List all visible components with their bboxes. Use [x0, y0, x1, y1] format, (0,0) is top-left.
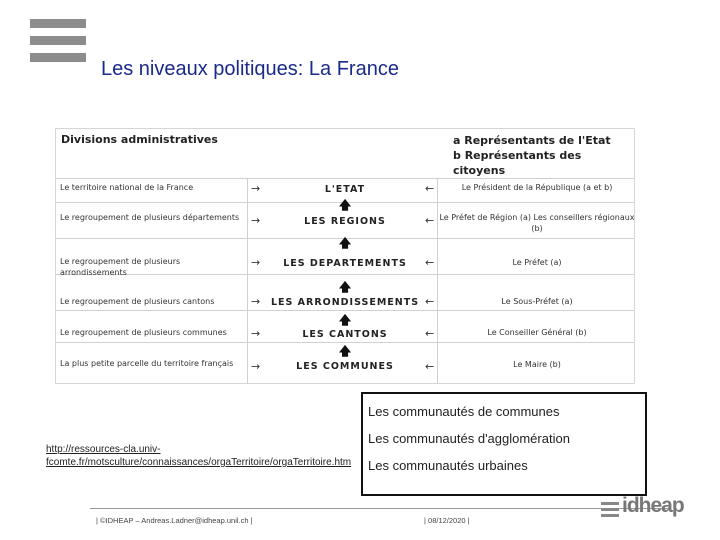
arrow-left-icon: ←: [425, 214, 435, 227]
arrow-right-icon: →: [251, 327, 261, 340]
level-label: LES COMMUNES: [296, 361, 394, 372]
box-item: Les communautés de communes: [368, 404, 560, 419]
arrow-left-icon: ←: [425, 327, 435, 340]
footer-divider: [90, 508, 670, 509]
arrow-right-icon: →: [251, 182, 261, 195]
arrow-up-icon: 🡅: [338, 198, 352, 212]
representative-cell: Le Sous-Préfet (a): [501, 297, 573, 306]
division-cell: Le regroupement de plusieurs arrondissements: [60, 257, 181, 277]
arrow-up-icon: 🡅: [338, 313, 352, 327]
representative-cell: Le Maire (b): [513, 360, 561, 369]
arrow-right-icon: →: [251, 214, 261, 227]
arrow-left-icon: ←: [425, 182, 435, 195]
division-cell: Le regroupement de plusieurs communes: [60, 328, 227, 337]
arrow-right-icon: →: [251, 360, 261, 373]
representative-cell: Le Préfet de Région (a) Les conseillers régionaux (b): [439, 213, 635, 233]
level-label: LES ARRONDISSEMENTS: [270, 297, 420, 308]
representative-cell: Le Président de la République (a et b): [461, 183, 613, 192]
header-rep-state: a Représentants de l'Etat: [453, 134, 611, 147]
column-divider: [247, 178, 248, 384]
arrow-right-icon: →: [251, 295, 261, 308]
arrow-up-icon: 🡅: [338, 280, 352, 294]
representative-cell: Le Conseiller Général (b): [487, 328, 587, 337]
arrow-left-icon: ←: [425, 256, 435, 269]
arrow-right-icon: →: [251, 256, 261, 269]
footer-date: | 08/12/2020 |: [424, 516, 470, 525]
representative-cell: Le Préfet (a): [512, 258, 562, 267]
administrative-divisions-table: [55, 128, 635, 384]
box-item: Les communautés urbaines: [368, 458, 528, 473]
box-item: Les communautés d'agglomération: [368, 431, 570, 446]
arrow-left-icon: ←: [425, 295, 435, 308]
arrow-up-icon: 🡅: [338, 344, 352, 358]
row-divider: [55, 178, 635, 179]
division-cell: Le regroupement de plusieurs départements: [60, 213, 240, 222]
footer-copyright: | ©IDHEAP – Andreas.Ladner@idheap.unil.ch |: [96, 516, 253, 525]
header-divisions: Divisions administratives: [61, 133, 218, 146]
column-divider: [437, 178, 438, 384]
communities-box: [361, 392, 647, 496]
logo-bars-icon: [30, 19, 86, 70]
arrow-left-icon: ←: [425, 360, 435, 373]
level-label: LES DEPARTEMENTS: [283, 258, 407, 269]
level-label: L'ETAT: [324, 184, 366, 195]
page-title: Les niveaux politiques: La France: [101, 58, 399, 80]
arrow-up-icon: 🡅: [338, 236, 352, 250]
header-representatives: [453, 133, 635, 178]
level-label: LES CANTONS: [302, 329, 388, 340]
idheap-bars-icon: [601, 502, 619, 520]
source-link[interactable]: http://ressources-cla.univ-fcomte.fr/motsculture/connaissances/orgaTerritoire/orgaTerritoire.htm: [46, 444, 352, 468]
level-label: LES REGIONS: [304, 216, 386, 227]
idheap-logo: idheap: [622, 494, 684, 517]
division-cell: Le territoire national de la France: [60, 183, 194, 192]
header-rep-citizens: b Représentants des citoyens: [453, 149, 582, 177]
division-cell: La plus petite parcelle du territoire français: [60, 359, 234, 368]
division-cell: Le regroupement de plusieurs cantons: [60, 297, 215, 306]
